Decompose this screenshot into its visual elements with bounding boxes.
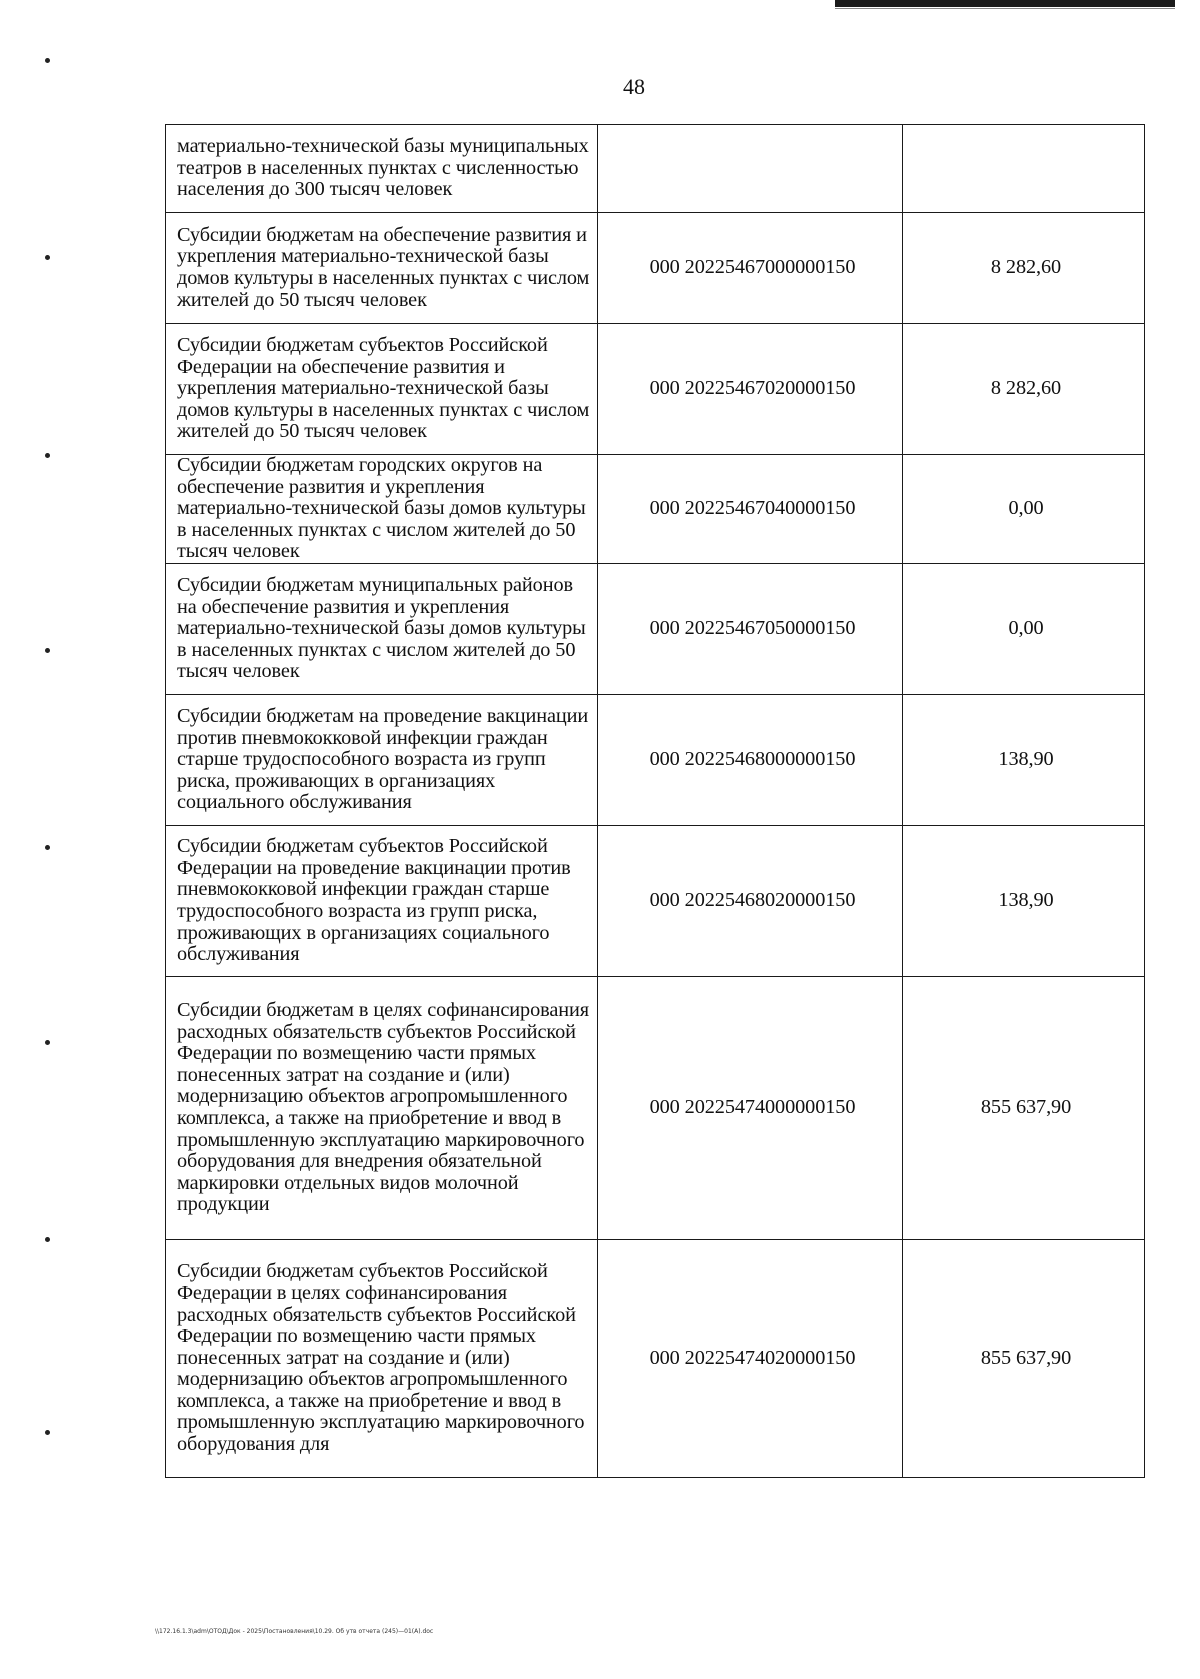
row-code: 000 20225468000000150 [598, 695, 903, 826]
row-name: Субсидии бюджетам на обеспечение развития и укрепления материально-технической базы домов культуры в населенных пунктах с числом жителей до 50 тысяч человек [166, 213, 598, 324]
row-name: Субсидии бюджетам в целях софинансирования расходных обязательств субъектов Российской Федерации по возмещению части прямых понесенных затрат на создание и (или) модернизацию объектов агропромышленного комплекса, а также на приобретение и ввод в промышленную эксплуатацию маркировочного оборудования для внедрения обязательной маркировки отдельных видов молочной продукции [166, 977, 598, 1240]
margin-dot [45, 453, 50, 458]
row-amount: 8 282,60 [903, 213, 1145, 324]
table-row [166, 826, 1145, 977]
table-row [166, 455, 1145, 564]
row-code: 000 20225467000000150 [598, 213, 903, 324]
row-code: 000 20225468020000150 [598, 826, 903, 977]
row-name: Субсидии бюджетам муниципальных районов на обеспечение развития и укрепления материально-технической базы домов культуры в населенных пунктах с числом жителей до 50 тысяч человек [166, 564, 598, 695]
margin-dot [45, 1040, 50, 1045]
row-amount: 855 637,90 [903, 977, 1145, 1240]
row-name: материально-технической базы муниципальных театров в населенных пунктах с численностью населения до 300 тысяч человек [166, 125, 598, 213]
row-amount [903, 125, 1145, 213]
row-amount: 0,00 [903, 564, 1145, 695]
row-code: 000 20225467050000150 [598, 564, 903, 695]
page-number: 48 [623, 74, 645, 99]
row-code: 000 20225474020000150 [598, 1240, 903, 1478]
margin-dot [45, 58, 50, 63]
row-amount: 855 637,90 [903, 1240, 1145, 1478]
row-name: Субсидии бюджетам городских округов на обеспечение развития и укрепления материально-технической базы домов культуры в населенных пунктах с числом жителей до 50 тысяч человек [166, 455, 598, 564]
table-row [166, 324, 1145, 455]
margin-dot [45, 255, 50, 260]
row-name: Субсидии бюджетам субъектов Российской Федерации в целях софинансирования расходных обязательств субъектов Российской Федерации по возмещению части прямых понесенных затрат на создание и (или) модернизацию объектов агропромышленного комплекса, а также на приобретение и ввод в промышленную эксплуатацию маркировочного оборудования для [166, 1240, 598, 1478]
row-code [598, 125, 903, 213]
table-row [166, 125, 1145, 213]
row-code: 000 20225467020000150 [598, 324, 903, 455]
table-row [166, 695, 1145, 826]
row-code: 000 20225467040000150 [598, 455, 903, 564]
row-amount: 8 282,60 [903, 324, 1145, 455]
margin-dot [45, 1430, 50, 1435]
top-rule-thin [835, 8, 1175, 9]
table-row [166, 977, 1145, 1240]
margin-dot [45, 1237, 50, 1242]
margin-dot [45, 648, 50, 653]
row-code: 000 20225474000000150 [598, 977, 903, 1240]
row-name: Субсидии бюджетам субъектов Российской Федерации на проведение вакцинации против пневмококковой инфекции граждан старше трудоспособного возраста из групп риска, проживающих в организациях социального обслуживания [166, 826, 598, 977]
table-row [166, 564, 1145, 695]
table-row [166, 1240, 1145, 1478]
table-row [166, 213, 1145, 324]
row-name: Субсидии бюджетам на проведение вакцинации против пневмококковой инфекции граждан старше трудоспособного возраста из групп риска, проживающих в организациях социального обслуживания [166, 695, 598, 826]
budget-table [165, 124, 1145, 1478]
row-name: Субсидии бюджетам субъектов Российской Федерации на обеспечение развития и укрепления материально-технической базы домов культуры в населенных пунктах с числом жителей до 50 тысяч человек [166, 324, 598, 455]
file-path-footer: \\172.16.1.3\adm\ОТОД\Док - 2025\Постановления\10.29. Об утв отчета (245)—01(А).doc [155, 1628, 434, 1635]
margin-dot [45, 845, 50, 850]
row-amount: 138,90 [903, 826, 1145, 977]
top-rule [835, 0, 1175, 7]
row-amount: 138,90 [903, 695, 1145, 826]
row-amount: 0,00 [903, 455, 1145, 564]
